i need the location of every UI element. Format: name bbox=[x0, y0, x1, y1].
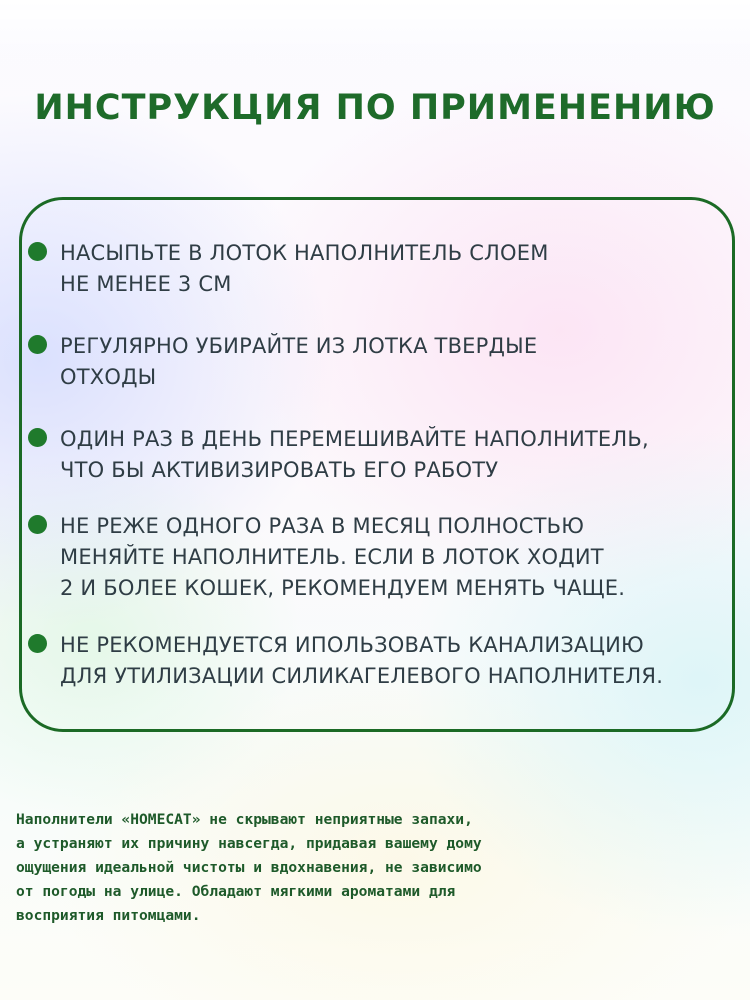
top-fade bbox=[0, 0, 750, 50]
bullet-dot-icon bbox=[28, 634, 47, 653]
footer-description bbox=[16, 808, 742, 928]
footer-line: ощущения идеальной чистоты и вдохнавения, не зависимо bbox=[16, 859, 482, 876]
page-title: ИНСТРУКЦИЯ ПО ПРИМЕНЕНИЮ bbox=[34, 88, 716, 128]
step-text: ОДИН РАЗ В ДЕНЬ ПЕРЕМЕШИВАЙТЕ НАПОЛНИТЕЛЬ, ЧТО БЫ АКТИВИЗИРОВАТЬ ЕГО РАБОТУ bbox=[60, 427, 649, 482]
bullet-dot-icon bbox=[28, 242, 47, 261]
step-text: НЕ РЕЖЕ ОДНОГО РАЗА В МЕСЯЦ ПОЛНОСТЬЮ МЕНЯЙТЕ НАПОЛНИТЕЛЬ. ЕСЛИ В ЛОТОК ХОДИТ 2 И БОЛЕЕ КОШЕК, РЕКОМЕНДУЕМ МЕНЯТЬ ЧАЩЕ. bbox=[60, 514, 626, 600]
footer-line: а устраняют их причину навсегда, придавая вашему дому bbox=[16, 835, 482, 852]
step-text: НЕ РЕКОМЕНДУЕТСЯ ИПОЛЬЗОВАТЬ КАНАЛИЗАЦИЮ ДЛЯ УТИЛИЗАЦИИ СИЛИКАГЕЛЕВОГО НАПОЛНИТЕЛЯ. bbox=[60, 633, 664, 688]
footer-line: восприятия питомцами. bbox=[16, 907, 201, 924]
footer-line: Наполнители «HOMECAT» не скрывают неприятные запахи, bbox=[16, 811, 473, 828]
step-text: РЕГУЛЯРНО УБИРАЙТЕ ИЗ ЛОТКА ТВЕРДЫЕ ОТХОДЫ bbox=[60, 334, 538, 389]
step-text: НАСЫПЬТЕ В ЛОТОК НАПОЛНИТЕЛЬ СЛОЕМ НЕ МЕНЕЕ 3 СМ bbox=[60, 241, 549, 296]
bullet-dot-icon bbox=[28, 335, 47, 354]
footer-line: от погоды на улице. Обладают мягкими ароматами для bbox=[16, 883, 456, 900]
bullet-dot-icon bbox=[28, 515, 47, 534]
bullet-dot-icon bbox=[28, 428, 47, 447]
